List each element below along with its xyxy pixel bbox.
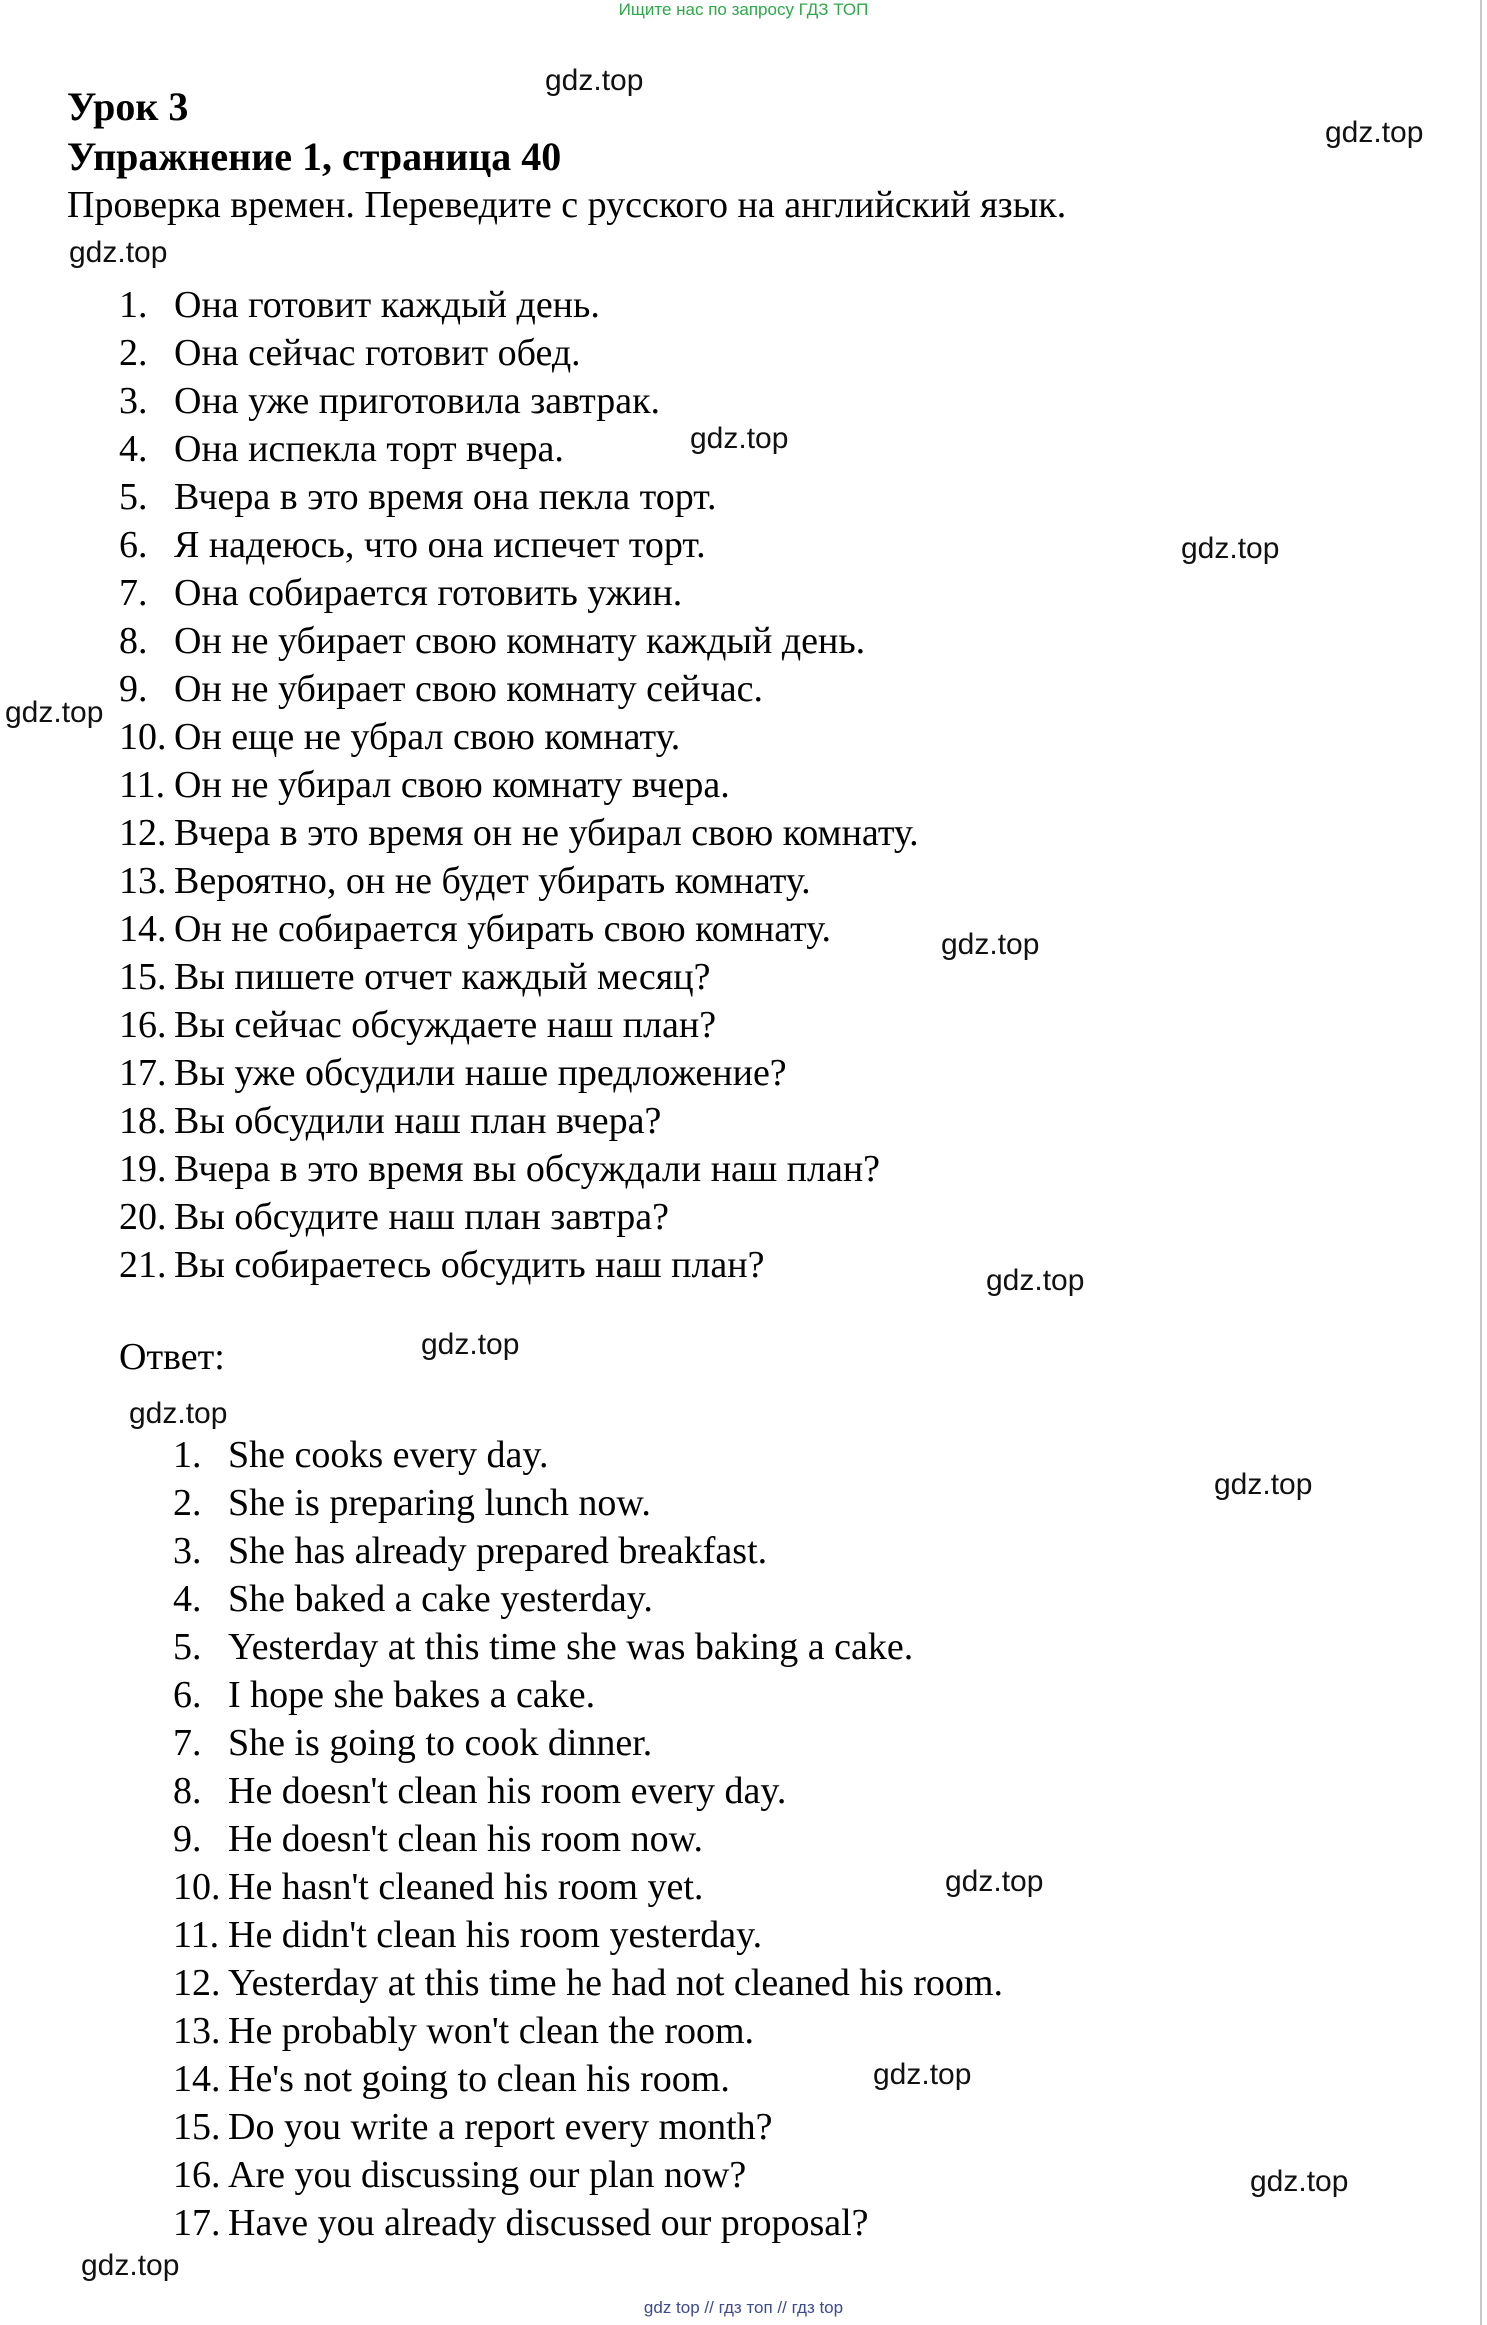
question-item	[119, 329, 919, 377]
answer-text: She is preparing lunch now.	[228, 1482, 651, 1524]
question-text: Она сейчас готовит обед.	[174, 332, 581, 374]
answer-text: Do you write a report every month?	[228, 2106, 773, 2148]
watermark: gdz.top	[5, 696, 104, 729]
question-text: Вы обсудите наш план завтра?	[174, 1196, 669, 1238]
answer-item	[173, 1863, 1003, 1911]
question-text: Вчера в это время он не убирал свою комнату.	[174, 812, 919, 854]
question-number: 19.	[119, 1148, 167, 1190]
lesson-title: Урок 3	[67, 84, 189, 129]
question-number: 15.	[119, 956, 167, 998]
question-item	[119, 761, 919, 809]
question-list	[119, 281, 919, 1289]
answer-number: 15.	[173, 2106, 221, 2148]
question-text: Он не убирает свою комнату сейчас.	[174, 668, 763, 710]
question-text: Вероятно, он не будет убирать комнату.	[174, 860, 811, 902]
question-text: Я надеюсь, что она испечет торт.	[174, 524, 706, 566]
question-number: 18.	[119, 1100, 167, 1142]
answer-text: He's not going to clean his room.	[228, 2058, 730, 2100]
answer-text: She cooks every day.	[228, 1434, 549, 1476]
question-item	[119, 281, 919, 329]
watermark: gdz.top	[1325, 116, 1424, 149]
answer-item	[173, 1815, 1003, 1863]
question-number: 1.	[119, 284, 148, 326]
answer-list	[173, 1431, 1003, 2247]
answer-text: Have you already discussed our proposal?	[228, 2202, 869, 2244]
question-text: Она уже приготовила завтрак.	[174, 380, 661, 422]
question-number: 7.	[119, 572, 148, 614]
watermark: gdz.top	[986, 1264, 1085, 1297]
top-search-banner[interactable]: Ищите нас по запросу ГДЗ ТОП	[618, 0, 869, 19]
answer-item	[173, 2151, 1003, 2199]
answer-number: 14.	[173, 2058, 221, 2100]
question-item	[119, 857, 919, 905]
answer-number: 7.	[173, 1722, 202, 1764]
watermark: gdz.top	[690, 422, 789, 455]
answer-number: 1.	[173, 1434, 202, 1476]
question-text: Она готовит каждый день.	[174, 284, 600, 326]
question-item	[119, 1001, 919, 1049]
question-item	[119, 1241, 919, 1289]
answer-text: He hasn't cleaned his room yet.	[228, 1866, 704, 1908]
question-item	[119, 377, 919, 425]
bottom-links-banner[interactable]: gdz top // гдз топ // гдз top	[643, 2298, 844, 2317]
question-text: Он не убирает свою комнату каждый день.	[174, 620, 866, 662]
answer-number: 16.	[173, 2154, 221, 2196]
question-item	[119, 425, 919, 473]
question-number: 14.	[119, 908, 167, 950]
answer-text: He doesn't clean his room every day.	[228, 1770, 787, 1812]
question-text: Она испекла торт вчера.	[174, 428, 564, 470]
question-number: 5.	[119, 476, 148, 518]
watermark: gdz.top	[129, 1397, 228, 1430]
question-text: Вчера в это время вы обсуждали наш план?	[174, 1148, 881, 1190]
question-text: Он не убирал свою комнату вчера.	[174, 764, 730, 806]
answer-item	[173, 1431, 1003, 1479]
question-item	[119, 473, 919, 521]
question-item	[119, 1193, 919, 1241]
answer-item	[173, 1911, 1003, 1959]
answer-text: Yesterday at this time she was baking a cake.	[228, 1626, 914, 1668]
answer-item	[173, 1671, 1003, 1719]
question-text: Вчера в это время она пекла торт.	[174, 476, 717, 518]
question-number: 17.	[119, 1052, 167, 1094]
watermark: gdz.top	[545, 64, 644, 97]
question-item	[119, 1145, 919, 1193]
watermark: gdz.top	[1181, 532, 1280, 565]
answer-number: 13.	[173, 2010, 221, 2052]
question-item	[119, 953, 919, 1001]
question-number: 3.	[119, 380, 148, 422]
answer-text: He probably won't clean the room.	[228, 2010, 755, 2052]
watermark: gdz.top	[941, 928, 1040, 961]
answer-item	[173, 2007, 1003, 2055]
question-item	[119, 617, 919, 665]
answer-item	[173, 1575, 1003, 1623]
question-number: 20.	[119, 1196, 167, 1238]
question-text: Она собирается готовить ужин.	[174, 572, 683, 614]
question-text: Он еще не убрал свою комнату.	[174, 716, 681, 758]
answer-text: Are you discussing our plan now?	[228, 2154, 747, 2196]
watermark: gdz.top	[421, 1328, 520, 1361]
answer-text: Yesterday at this time he had not cleaned his room.	[228, 1962, 1003, 2004]
question-item	[119, 1097, 919, 1145]
answer-text: She is going to cook dinner.	[228, 1722, 653, 1764]
question-number: 6.	[119, 524, 148, 566]
answer-number: 2.	[173, 1482, 202, 1524]
answer-number: 12.	[173, 1962, 221, 2004]
watermark: gdz.top	[1214, 1468, 1313, 1501]
answer-item	[173, 1719, 1003, 1767]
question-number: 12.	[119, 812, 167, 854]
question-number: 21.	[119, 1244, 167, 1286]
question-number: 11.	[119, 764, 166, 806]
answer-text: She baked a cake yesterday.	[228, 1578, 653, 1620]
answer-item	[173, 1527, 1003, 1575]
question-text: Вы уже обсудили наше предложение?	[174, 1052, 787, 1094]
exercise-title: Упражнение 1, страница 40	[67, 134, 562, 179]
answer-item	[173, 2103, 1003, 2151]
question-item	[119, 665, 919, 713]
watermark: gdz.top	[945, 1865, 1044, 1898]
page-edge-divider	[1480, 0, 1482, 2325]
answer-text: He doesn't clean his room now.	[228, 1818, 704, 1860]
watermark: gdz.top	[1250, 2165, 1349, 2198]
answer-text: I hope she bakes a cake.	[228, 1674, 596, 1716]
question-item	[119, 521, 919, 569]
watermark: gdz.top	[69, 236, 168, 269]
question-number: 13.	[119, 860, 167, 902]
watermark: gdz.top	[81, 2249, 180, 2282]
question-number: 16.	[119, 1004, 167, 1046]
answer-label: Ответ:	[119, 1336, 225, 1378]
answer-number: 17.	[173, 2202, 221, 2244]
question-item	[119, 1049, 919, 1097]
question-text: Вы пишете отчет каждый месяц?	[174, 956, 711, 998]
question-item	[119, 713, 919, 761]
answer-text: She has already prepared breakfast.	[228, 1530, 768, 1572]
question-text: Вы обсудили наш план вчера?	[174, 1100, 662, 1142]
question-text: Он не собирается убирать свою комнату.	[174, 908, 831, 950]
answer-item	[173, 2199, 1003, 2247]
answer-number: 11.	[173, 1914, 220, 1956]
question-text: Вы собираетесь обсудить наш план?	[174, 1244, 765, 1286]
answer-number: 9.	[173, 1818, 202, 1860]
watermark: gdz.top	[873, 2058, 972, 2091]
answer-number: 5.	[173, 1626, 202, 1668]
answer-number: 4.	[173, 1578, 202, 1620]
answer-number: 8.	[173, 1770, 202, 1812]
question-number: 2.	[119, 332, 148, 374]
answer-item	[173, 1479, 1003, 1527]
question-number: 8.	[119, 620, 148, 662]
answer-number: 6.	[173, 1674, 202, 1716]
answer-number: 10.	[173, 1866, 221, 1908]
answer-item	[173, 1959, 1003, 2007]
answer-item	[173, 1767, 1003, 1815]
answer-item	[173, 1623, 1003, 1671]
exercise-instruction: Проверка времен. Переведите с русского на английский язык.	[67, 184, 1067, 226]
question-number: 9.	[119, 668, 148, 710]
question-number: 10.	[119, 716, 167, 758]
answer-number: 3.	[173, 1530, 202, 1572]
question-number: 4.	[119, 428, 148, 470]
question-item	[119, 569, 919, 617]
answer-text: He didn't clean his room yesterday.	[228, 1914, 763, 1956]
question-text: Вы сейчас обсуждаете наш план?	[174, 1004, 717, 1046]
question-item	[119, 905, 919, 953]
question-item	[119, 809, 919, 857]
